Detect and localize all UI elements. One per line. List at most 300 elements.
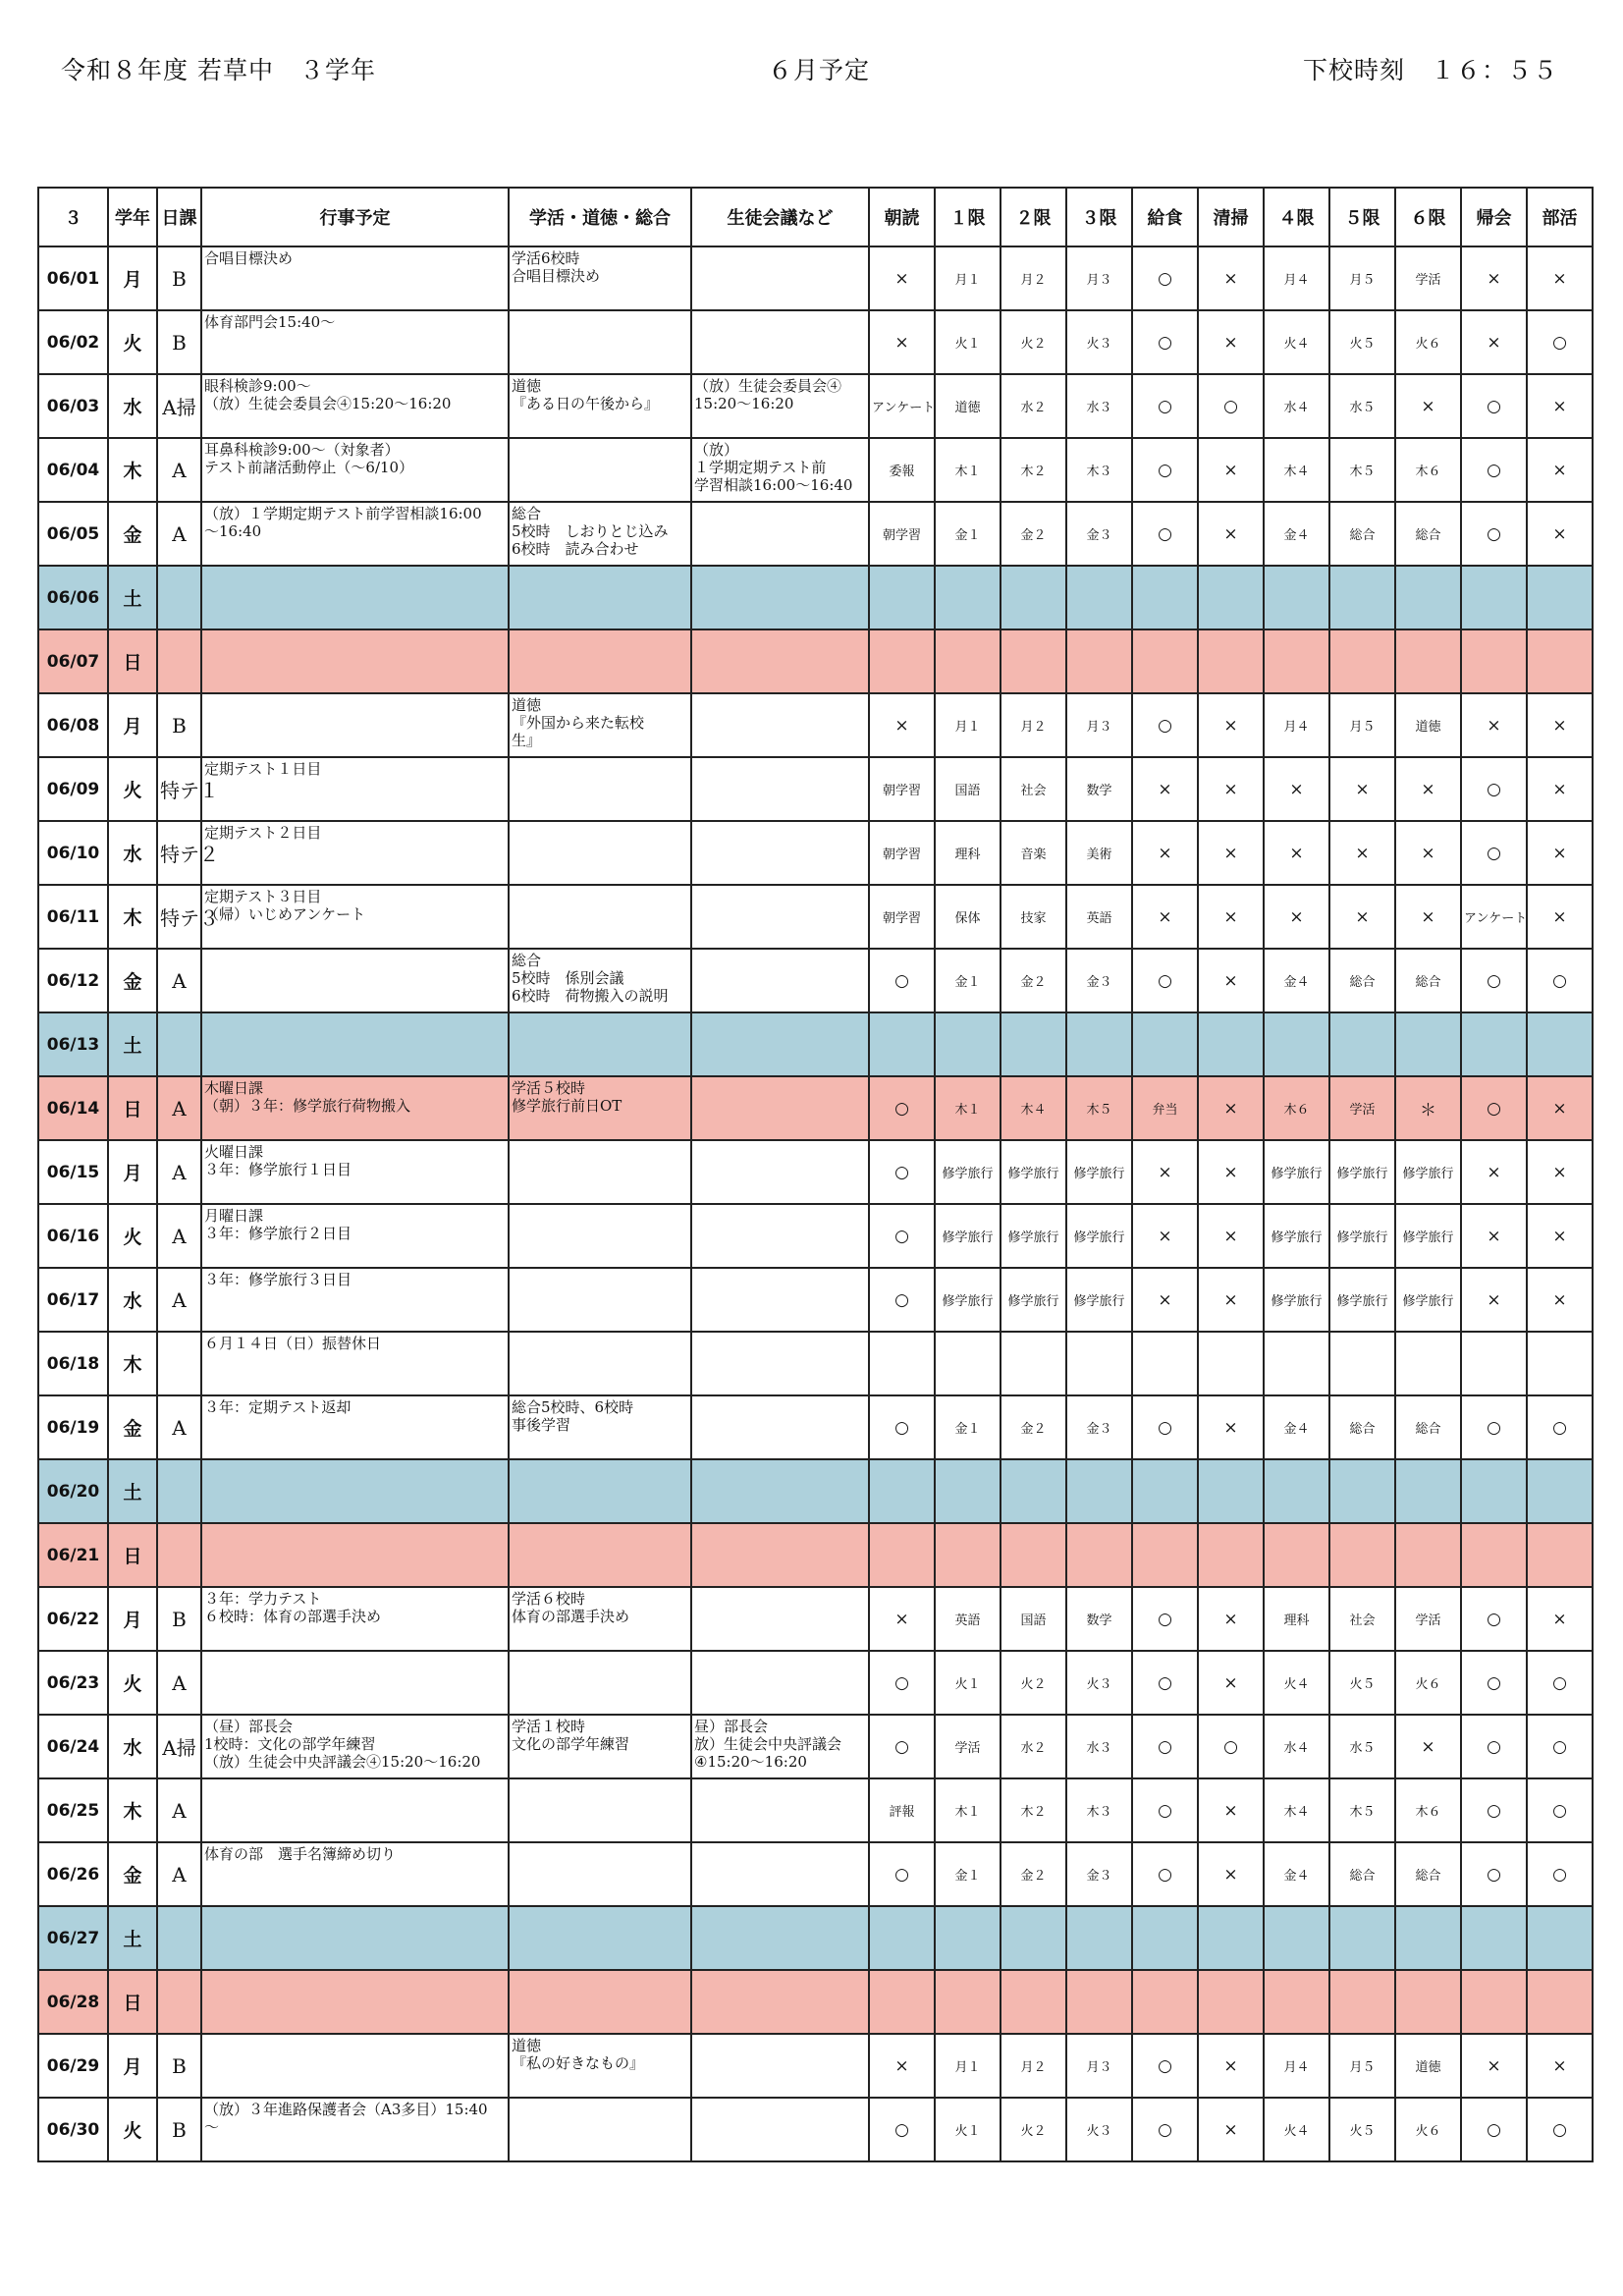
- schedule-row: [38, 1395, 1593, 1459]
- period-cell: ×: [1527, 502, 1593, 566]
- period-cell: ○: [1461, 1715, 1527, 1778]
- period-cell: ○: [1461, 1395, 1527, 1459]
- moral-cell: [509, 566, 691, 629]
- council-cell: [691, 1204, 869, 1268]
- schedule-row: [38, 693, 1593, 757]
- period-cell: ○: [1132, 1587, 1198, 1651]
- period-cell: 火１: [935, 1651, 1001, 1715]
- period-cell: ×: [1132, 885, 1198, 949]
- period-cell: ○: [1132, 693, 1198, 757]
- moral-cell: 学活１校時 文化の部学年練習: [509, 1715, 691, 1778]
- event-cell: 体育の部 選手名簿締め切り: [201, 1842, 509, 1906]
- period-cell: [935, 1970, 1001, 2034]
- period-cell: [1001, 1012, 1066, 1076]
- period-cell: ○: [1132, 1715, 1198, 1778]
- schedule-type-cell: [157, 629, 201, 693]
- event-cell: （放）１学期定期テスト前学習相談16:00 ～16:40: [201, 502, 509, 566]
- period-cell: 金４: [1264, 1842, 1329, 1906]
- event-cell: [201, 1012, 509, 1076]
- period-cell: ○: [1132, 2034, 1198, 2098]
- period-cell: 木２: [1001, 1778, 1066, 1842]
- period-cell: ×: [1527, 1076, 1593, 1140]
- council-cell: [691, 1076, 869, 1140]
- schedule-type-cell: 特テ３: [157, 885, 201, 949]
- period-cell: [1264, 1970, 1329, 2034]
- column-header: １限: [935, 188, 1001, 246]
- period-cell: 修学旅行: [1001, 1268, 1066, 1332]
- period-cell: 総合: [1329, 1395, 1395, 1459]
- period-cell: ○: [869, 1204, 935, 1268]
- schedule-type-cell: [157, 1970, 201, 2034]
- period-cell: ○: [869, 1140, 935, 1204]
- column-header: 日課: [157, 188, 201, 246]
- period-cell: ×: [1527, 1587, 1593, 1651]
- period-cell: ×: [1198, 2034, 1264, 2098]
- period-cell: 火２: [1001, 2098, 1066, 2161]
- weekday-cell: 日: [108, 1076, 157, 1140]
- period-cell: 木２: [1001, 438, 1066, 502]
- period-cell: 総合: [1395, 1842, 1461, 1906]
- period-cell: 数学: [1066, 1587, 1132, 1651]
- period-cell: 火４: [1264, 310, 1329, 374]
- period-cell: [935, 1906, 1001, 1970]
- column-header: 学年: [108, 188, 157, 246]
- council-cell: [691, 2098, 869, 2161]
- period-cell: [1329, 1332, 1395, 1395]
- period-cell: ×: [1198, 310, 1264, 374]
- moral-cell: [509, 885, 691, 949]
- period-cell: ×: [1461, 1204, 1527, 1268]
- period-cell: [1001, 629, 1066, 693]
- column-header: 清掃: [1198, 188, 1264, 246]
- period-cell: 国語: [935, 757, 1001, 821]
- date-cell: 06/15: [38, 1140, 108, 1204]
- period-cell: ○: [1527, 310, 1593, 374]
- weekday-cell: 木: [108, 1778, 157, 1842]
- period-cell: [1461, 566, 1527, 629]
- period-cell: ×: [1329, 821, 1395, 885]
- period-cell: ○: [869, 949, 935, 1012]
- period-cell: 修学旅行: [1329, 1140, 1395, 1204]
- period-cell: 道徳: [1395, 693, 1461, 757]
- moral-cell: [509, 1012, 691, 1076]
- period-cell: 金２: [1001, 1395, 1066, 1459]
- date-cell: 06/28: [38, 1970, 108, 2034]
- event-cell: 体育部門会15:40～: [201, 310, 509, 374]
- event-cell: 木曜日課 （朝）３年：修学旅行荷物搬入: [201, 1076, 509, 1140]
- period-cell: 修学旅行: [1001, 1140, 1066, 1204]
- weekday-cell: 土: [108, 1906, 157, 1970]
- moral-cell: 総合5校時、6校時 事後学習: [509, 1395, 691, 1459]
- column-header: 学活・道徳・総合: [509, 188, 691, 246]
- period-cell: 木３: [1066, 1778, 1132, 1842]
- period-cell: ×: [1527, 1268, 1593, 1332]
- period-cell: [935, 1523, 1001, 1587]
- period-cell: [1395, 1332, 1461, 1395]
- period-cell: [1198, 566, 1264, 629]
- date-cell: 06/13: [38, 1012, 108, 1076]
- council-cell: [691, 693, 869, 757]
- period-cell: [1001, 1459, 1066, 1523]
- date-cell: 06/16: [38, 1204, 108, 1268]
- period-cell: 修学旅行: [1264, 1204, 1329, 1268]
- moral-cell: [509, 438, 691, 502]
- period-cell: 総合: [1329, 1842, 1395, 1906]
- column-header: ４限: [1264, 188, 1329, 246]
- period-cell: ○: [869, 1268, 935, 1332]
- date-cell: 06/17: [38, 1268, 108, 1332]
- event-cell: [201, 629, 509, 693]
- period-cell: ×: [1527, 374, 1593, 438]
- period-cell: [1001, 566, 1066, 629]
- period-cell: [1001, 1970, 1066, 2034]
- moral-cell: [509, 1140, 691, 1204]
- period-cell: ×: [1527, 693, 1593, 757]
- period-cell: 総合: [1395, 502, 1461, 566]
- event-cell: [201, 1778, 509, 1842]
- period-cell: ○: [869, 2098, 935, 2161]
- period-cell: ×: [1395, 821, 1461, 885]
- period-cell: 木１: [935, 438, 1001, 502]
- schedule-row: [38, 885, 1593, 949]
- period-cell: 月１: [935, 246, 1001, 310]
- period-cell: ×: [1198, 885, 1264, 949]
- period-cell: 修学旅行: [1395, 1204, 1461, 1268]
- schedule-type-cell: A: [157, 1268, 201, 1332]
- period-cell: [1066, 1012, 1132, 1076]
- period-cell: ×: [1198, 438, 1264, 502]
- weekday-cell: 月: [108, 1140, 157, 1204]
- period-cell: 月２: [1001, 246, 1066, 310]
- event-cell: 合唱目標決め: [201, 246, 509, 310]
- date-cell: 06/25: [38, 1778, 108, 1842]
- period-cell: ×: [1132, 1204, 1198, 1268]
- council-cell: [691, 1268, 869, 1332]
- period-cell: [1461, 1970, 1527, 2034]
- period-cell: [1066, 566, 1132, 629]
- date-cell: 06/24: [38, 1715, 108, 1778]
- schedule-row: [38, 1523, 1593, 1587]
- period-cell: [935, 629, 1001, 693]
- moral-cell: 道徳 『ある日の午後から』: [509, 374, 691, 438]
- period-cell: [1329, 1906, 1395, 1970]
- council-cell: [691, 1778, 869, 1842]
- period-cell: 音楽: [1001, 821, 1066, 885]
- period-cell: [869, 1332, 935, 1395]
- moral-cell: 総合 5校時 係別会議 6校時 荷物搬入の説明: [509, 949, 691, 1012]
- weekday-cell: 土: [108, 566, 157, 629]
- period-cell: ○: [1198, 1715, 1264, 1778]
- council-cell: [691, 1906, 869, 1970]
- period-cell: ×: [1461, 1140, 1527, 1204]
- period-cell: [1527, 1459, 1593, 1523]
- period-cell: [1066, 1906, 1132, 1970]
- period-cell: [869, 1906, 935, 1970]
- period-cell: [1264, 1459, 1329, 1523]
- period-cell: ×: [869, 246, 935, 310]
- period-cell: 修学旅行: [935, 1204, 1001, 1268]
- period-cell: [1329, 1970, 1395, 2034]
- period-cell: 水５: [1329, 374, 1395, 438]
- council-cell: [691, 1523, 869, 1587]
- period-cell: 月３: [1066, 246, 1132, 310]
- period-cell: 木５: [1329, 438, 1395, 502]
- event-cell: [201, 949, 509, 1012]
- schedule-row: [38, 1906, 1593, 1970]
- moral-cell: 学活５校時 修学旅行前日OT: [509, 1076, 691, 1140]
- date-cell: 06/04: [38, 438, 108, 502]
- period-cell: 総合: [1395, 1395, 1461, 1459]
- period-cell: [1461, 629, 1527, 693]
- event-cell: （昼）部長会 1校時：文化の部学年練習 （放）生徒会中央評議会④15:20～16:20: [201, 1715, 509, 1778]
- weekday-cell: 金: [108, 949, 157, 1012]
- date-cell: 06/02: [38, 310, 108, 374]
- period-cell: 金４: [1264, 949, 1329, 1012]
- weekday-cell: 月: [108, 1587, 157, 1651]
- period-cell: 道徳: [935, 374, 1001, 438]
- period-cell: 国語: [1001, 1587, 1066, 1651]
- period-cell: ○: [1461, 502, 1527, 566]
- period-cell: 火４: [1264, 2098, 1329, 2161]
- schedule-type-cell: [157, 1332, 201, 1395]
- period-cell: ○: [1461, 949, 1527, 1012]
- period-cell: 金２: [1001, 949, 1066, 1012]
- moral-cell: [509, 1332, 691, 1395]
- period-cell: ×: [1264, 821, 1329, 885]
- event-cell: 火曜日課 ３年：修学旅行１日目: [201, 1140, 509, 1204]
- period-cell: ×: [1198, 1076, 1264, 1140]
- schedule-row: [38, 1587, 1593, 1651]
- weekday-cell: 木: [108, 1332, 157, 1395]
- period-cell: アンケート: [1461, 885, 1527, 949]
- schedule-row: [38, 502, 1593, 566]
- date-cell: 06/23: [38, 1651, 108, 1715]
- period-cell: ○: [1461, 438, 1527, 502]
- schedule-row: [38, 821, 1593, 885]
- period-cell: 金３: [1066, 502, 1132, 566]
- period-cell: 水３: [1066, 374, 1132, 438]
- period-cell: 英語: [1066, 885, 1132, 949]
- period-cell: ×: [1198, 2098, 1264, 2161]
- period-cell: [1132, 1332, 1198, 1395]
- event-cell: [201, 1459, 509, 1523]
- period-cell: 修学旅行: [1264, 1268, 1329, 1332]
- period-cell: ×: [1527, 885, 1593, 949]
- period-cell: [1132, 1012, 1198, 1076]
- period-cell: ×: [1132, 757, 1198, 821]
- moral-cell: [509, 821, 691, 885]
- schedule-type-cell: A: [157, 1395, 201, 1459]
- schedule-type-cell: 特テ１: [157, 757, 201, 821]
- period-cell: [1001, 1523, 1066, 1587]
- period-cell: 金３: [1066, 1395, 1132, 1459]
- period-cell: [1395, 1906, 1461, 1970]
- period-cell: ○: [1132, 438, 1198, 502]
- period-cell: ×: [1329, 757, 1395, 821]
- period-cell: [1329, 1459, 1395, 1523]
- period-cell: 火６: [1395, 2098, 1461, 2161]
- column-header: ６限: [1395, 188, 1461, 246]
- period-cell: ×: [1198, 1268, 1264, 1332]
- period-cell: [1132, 1970, 1198, 2034]
- period-cell: 総合: [1329, 949, 1395, 1012]
- schedule-row: [38, 566, 1593, 629]
- period-cell: 木４: [1001, 1076, 1066, 1140]
- council-cell: [691, 1012, 869, 1076]
- council-cell: [691, 1651, 869, 1715]
- period-cell: [1527, 1906, 1593, 1970]
- header-grade-title: 令和８年度 若草中 ３学年: [61, 56, 376, 84]
- event-cell: [201, 1651, 509, 1715]
- period-cell: ×: [869, 310, 935, 374]
- period-cell: 月５: [1329, 2034, 1395, 2098]
- period-cell: 朝学習: [869, 885, 935, 949]
- period-cell: ×: [1198, 757, 1264, 821]
- weekday-cell: 火: [108, 310, 157, 374]
- period-cell: [1395, 1012, 1461, 1076]
- date-cell: 06/07: [38, 629, 108, 693]
- event-cell: 眼科検診9:00～ （放）生徒会委員会④15:20～16:20: [201, 374, 509, 438]
- period-cell: 金１: [935, 1395, 1001, 1459]
- council-cell: [691, 949, 869, 1012]
- period-cell: 数学: [1066, 757, 1132, 821]
- period-cell: ×: [1395, 885, 1461, 949]
- column-header: 給食: [1132, 188, 1198, 246]
- period-cell: ×: [1132, 1140, 1198, 1204]
- period-cell: [1395, 1459, 1461, 1523]
- period-cell: [1132, 1523, 1198, 1587]
- period-cell: ○: [1527, 1395, 1593, 1459]
- moral-cell: [509, 2098, 691, 2161]
- council-cell: [691, 1587, 869, 1651]
- period-cell: [1198, 1906, 1264, 1970]
- period-cell: 金１: [935, 502, 1001, 566]
- period-cell: [1198, 1012, 1264, 1076]
- period-cell: [1461, 1523, 1527, 1587]
- period-cell: ○: [1132, 1395, 1198, 1459]
- period-cell: 木５: [1329, 1778, 1395, 1842]
- period-cell: [869, 1459, 935, 1523]
- period-cell: ○: [1132, 949, 1198, 1012]
- weekday-cell: 水: [108, 1715, 157, 1778]
- period-cell: [1527, 1012, 1593, 1076]
- weekday-cell: 火: [108, 757, 157, 821]
- moral-cell: 学活６校時 体育の部選手決め: [509, 1587, 691, 1651]
- period-cell: 金１: [935, 949, 1001, 1012]
- council-cell: （放） １学期定期テスト前 学習相談16:00～16:40: [691, 438, 869, 502]
- period-cell: 修学旅行: [1066, 1140, 1132, 1204]
- header-row: [38, 188, 1593, 246]
- period-cell: 火５: [1329, 310, 1395, 374]
- period-cell: 金４: [1264, 1395, 1329, 1459]
- period-cell: [1198, 1523, 1264, 1587]
- period-cell: ○: [1461, 757, 1527, 821]
- period-cell: [1461, 1459, 1527, 1523]
- schedule-row: [38, 1970, 1593, 2034]
- period-cell: 技家: [1001, 885, 1066, 949]
- period-cell: 総合: [1329, 502, 1395, 566]
- period-cell: ×: [1198, 1842, 1264, 1906]
- period-cell: ×: [1527, 1140, 1593, 1204]
- council-cell: [691, 566, 869, 629]
- period-cell: [935, 566, 1001, 629]
- period-cell: 英語: [935, 1587, 1001, 1651]
- event-cell: （放）３年進路保護者会（A3多目）15:40 ～: [201, 2098, 509, 2161]
- schedule-row: [38, 246, 1593, 310]
- period-cell: 学活: [1329, 1076, 1395, 1140]
- period-cell: ○: [1132, 1842, 1198, 1906]
- period-cell: ×: [1132, 821, 1198, 885]
- period-cell: ○: [1198, 374, 1264, 438]
- period-cell: [1066, 1523, 1132, 1587]
- period-cell: [1001, 1332, 1066, 1395]
- period-cell: [869, 1970, 935, 2034]
- date-cell: 06/22: [38, 1587, 108, 1651]
- period-cell: ×: [1198, 1204, 1264, 1268]
- period-cell: [1395, 1523, 1461, 1587]
- period-cell: 朝学習: [869, 757, 935, 821]
- period-cell: ○: [1132, 310, 1198, 374]
- period-cell: 月５: [1329, 693, 1395, 757]
- period-cell: 月３: [1066, 693, 1132, 757]
- moral-cell: [509, 1778, 691, 1842]
- period-cell: ○: [1132, 502, 1198, 566]
- period-cell: [869, 1523, 935, 1587]
- date-cell: 06/18: [38, 1332, 108, 1395]
- period-cell: 火４: [1264, 1651, 1329, 1715]
- period-cell: [1132, 566, 1198, 629]
- period-cell: ○: [1461, 1076, 1527, 1140]
- period-cell: 理科: [1264, 1587, 1329, 1651]
- period-cell: ×: [1395, 374, 1461, 438]
- weekday-cell: 土: [108, 1012, 157, 1076]
- period-cell: 美術: [1066, 821, 1132, 885]
- period-cell: [869, 566, 935, 629]
- schedule-row: [38, 374, 1593, 438]
- event-cell: ３年：定期テスト返却: [201, 1395, 509, 1459]
- period-cell: ○: [1527, 949, 1593, 1012]
- period-cell: [1132, 629, 1198, 693]
- schedule-row: [38, 1332, 1593, 1395]
- moral-cell: [509, 629, 691, 693]
- schedule-row: [38, 1012, 1593, 1076]
- event-cell: [201, 566, 509, 629]
- weekday-cell: 土: [108, 1459, 157, 1523]
- period-cell: 金３: [1066, 1842, 1132, 1906]
- weekday-cell: 火: [108, 1204, 157, 1268]
- council-cell: [691, 757, 869, 821]
- period-cell: ×: [1264, 757, 1329, 821]
- period-cell: ○: [1132, 374, 1198, 438]
- period-cell: ○: [869, 1076, 935, 1140]
- period-cell: ×: [1461, 2034, 1527, 2098]
- period-cell: ×: [1527, 1204, 1593, 1268]
- period-cell: ○: [1132, 1651, 1198, 1715]
- event-cell: 耳鼻科検診9:00～（対象者） テスト前諸活動停止（～6/10）: [201, 438, 509, 502]
- period-cell: ×: [1395, 757, 1461, 821]
- period-cell: ○: [869, 1842, 935, 1906]
- period-cell: [1066, 629, 1132, 693]
- period-cell: ×: [1198, 1587, 1264, 1651]
- event-cell: [201, 2034, 509, 2098]
- period-cell: 月４: [1264, 693, 1329, 757]
- schedule-type-cell: B: [157, 2098, 201, 2161]
- column-header: 朝読: [869, 188, 935, 246]
- period-cell: 修学旅行: [935, 1268, 1001, 1332]
- period-cell: ×: [1198, 1651, 1264, 1715]
- period-cell: 火６: [1395, 310, 1461, 374]
- weekday-cell: 火: [108, 2098, 157, 2161]
